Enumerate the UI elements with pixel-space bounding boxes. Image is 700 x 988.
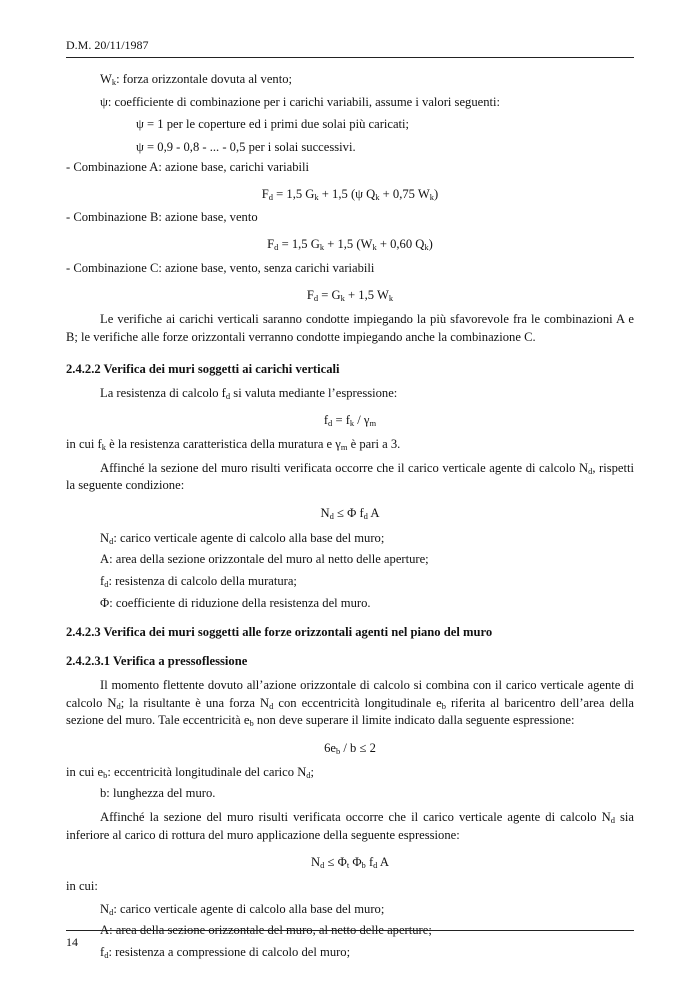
resistenza-intro: La resistenza di calcolo $f_d$ si valuta mediante l’espressione: <box>100 386 398 402</box>
fd-definition: $f_d$: resistenza di calcolo della muratura; <box>100 573 297 589</box>
formula-nd-rottura: $N_d \le \Phi_t$ $\Phi_b$ $f_d$ A <box>311 855 389 871</box>
section-heading-2422: 2.4.2.2 Verifica dei muri soggetti ai carichi verticali <box>66 361 340 376</box>
combination-a-label: - Combinazione A: azione base, carichi variabili <box>66 159 310 174</box>
formula-combination-c: $F_d = G_k + 1,5$ $W_k$ <box>306 287 394 303</box>
nd2-definition: $N_d$: carico verticale agente di calcolo alla base del muro; <box>100 901 385 917</box>
combination-b-label: - Combinazione B: azione base, vento <box>66 210 258 225</box>
formula-nd: $N_d \le \Phi$ $f_d$ A <box>320 505 380 521</box>
section-heading-2423: 2.4.2.3 Verifica dei muri soggetti alle forze orizzontali agenti nel piano del muro <box>66 625 493 640</box>
phi-definition: Φ: coefficiente di riduzione della resistenza del muro. <box>100 595 371 610</box>
area2-definition: A: area della sezione orizzontale del muro, al netto delle aperture; <box>100 923 432 938</box>
formula-eccentricity: $6e_b / b \le 2$ <box>324 740 376 756</box>
fd2-definition: $f_d$: resistenza a compressione di calcolo del muro; <box>100 945 351 961</box>
psi-value-2: ψ = 0,9 - 0,8 - ... - 0,5 per i solai successivi. <box>136 140 356 155</box>
nd-definition: $N_d$: carico verticale agente di calcolo alla base del muro; <box>100 530 385 546</box>
page-body <box>66 70 634 961</box>
page-footer <box>66 930 634 950</box>
page-number: 14 <box>66 935 78 949</box>
psi-value-1: ψ = 1 per le coperture ed i primi due solai più caricati; <box>136 117 410 132</box>
formula-combination-a: $F_d = 1,5$ $G_k + 1,5$ (ψ $Q_k + 0,75$ $W_k$) <box>261 186 439 202</box>
in-cui-label: in cui: <box>66 878 98 893</box>
area-definition: A: area della sezione orizzontale del muro al netto delle aperture; <box>100 552 429 567</box>
section-heading-24231: 2.4.2.3.1 Verifica a pressoflessione <box>66 654 248 669</box>
wk-definition: $W_k$: forza orizzontale dovuta al vento; <box>100 72 293 87</box>
formula-combination-b: $F_d = 1,5$ $G_k + 1,5$ ($W_k + 0,60$ $Q_k$) <box>267 237 433 253</box>
b-definition: b: lunghezza del muro. <box>100 786 216 801</box>
verifiche-paragraph: Le verifiche ai carichi verticali saranno condotte impiegando la più sfavorevole fra le combinazioni A e B; le verifiche alle forze orizzontali verranno condotte impiegando anche la combinazione C. <box>66 312 634 344</box>
formula-fd: $f_d = f_k / \gamma_m$ <box>323 413 377 429</box>
psi-definition: ψ: coefficiente di combinazione per i carichi variabili, assume i valori seguenti: <box>100 94 501 109</box>
combination-c-label: - Combinazione C: azione base, vento, senza carichi variabili <box>66 260 375 275</box>
momento-paragraph: Il momento flettente dovuto all’azione orizzontale di calcolo si combina con il carico verticale agente di calcolo $N_d$; la risultante è una forza $N_d$ con eccentricità longitudinale $e_b$ riferita al baricentro dell’area della sezione del muro. Tale eccentricità $e_b$ non deve superare il limite indicato dalla seguente espressione: <box>66 677 634 729</box>
eb-definition: in cui $e_b$: eccentricità longitudinale del carico $N_d$; <box>66 764 315 780</box>
header-title: D.M. 20/11/1987 <box>66 38 149 52</box>
fk-definition: in cui $f_k$ è la resistenza caratteristica della muratura e $\gamma_m$ è pari a 3. <box>66 436 401 452</box>
affinche-paragraph-2: Affinché la sezione del muro risulti verificata occorre che il carico verticale agente di calcolo $N_d$ sia inferiore al carico di rottura del muro applicazione della seguente espressione: <box>66 810 634 842</box>
running-header <box>66 38 634 58</box>
affinche-paragraph-1: Affinché la sezione del muro risulti verificata occorre che il carico verticale agente di calcolo $N_d$, rispetti la seguente condizione: <box>66 460 634 493</box>
